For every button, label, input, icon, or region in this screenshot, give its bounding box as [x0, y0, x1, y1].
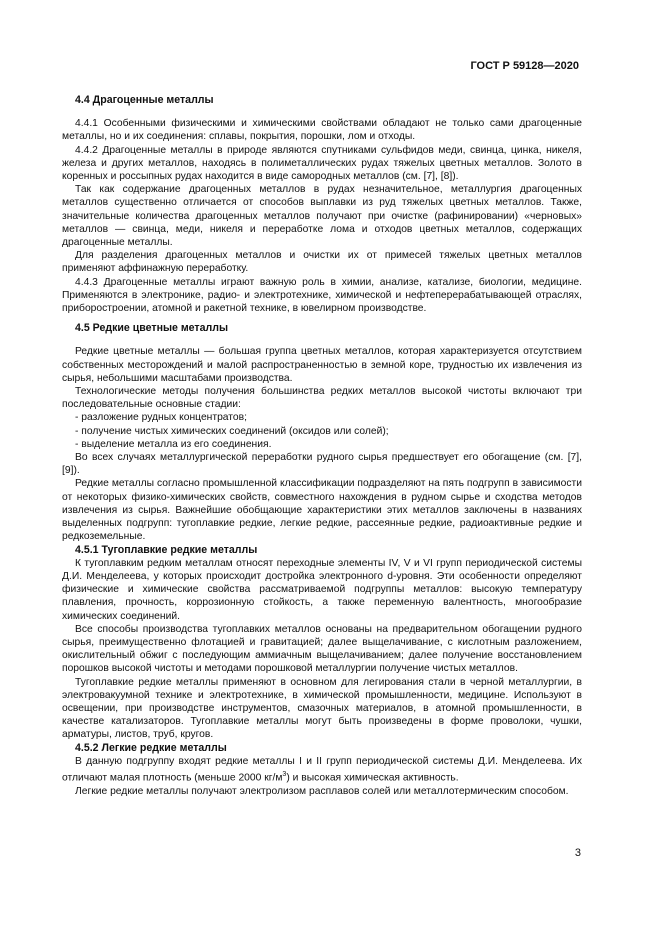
page-number: 3 — [574, 847, 581, 859]
paragraph: Тугоплавкие редкие металлы применяют в основном для легирования стали в черной металлургии, в электровакуумной технике и электротехнике, в химической промышленности, медицине. Используют в освещении, при производстве инструментов, смазочных материалов, в атомной промышленности, в качестве катализаторов. Тугоплавкие металлы могут быть произведены в форме проволоки, чушки, арматуры, листов, труб, кругов. — [62, 676, 582, 741]
paragraph — [62, 755, 582, 785]
paragraph: Редкие металлы согласно промышленной классификации подразделяют на пять подгрупп в зависимости от некоторых физико-химических свойств, совместного нахождения в рудном сырье и сходства методов извлечения из сырья. Важнейшие обобщающие характеристики этих металлов заключены в названиях выделенных подгрупп: тугоплавкие редкие, легкие редкие, рассеянные редкие, радиоактивные редкие и редкоземельные. — [62, 478, 582, 543]
paragraph: Так как содержание драгоценных металлов в рудах незначительное, металлургия драгоценных металлов существенно отличается от способов выплавки из руд тяжелых цветных металлов. Также, значительные количества драгоценных металлов получают при очистке (рафинировании) «черновых» металлов — свинца, меди, никеля и переработке лома и отходов цветных металлов, содержащих драгоценные металлы. — [62, 184, 582, 249]
list-item: - разложение рудных концентратов; — [75, 412, 247, 424]
section-heading-4-4: 4.4 Драгоценные металлы — [75, 94, 214, 106]
subsection-heading-4-5-2: 4.5.2 Легкие редкие металлы — [75, 741, 227, 754]
paragraph: 4.4.3 Драгоценные металлы играют важную роль в химии, анализе, катализе, биологии, медицине. Применяются в электронике, радио- и электротехнике, химической и нефтеперерабатывающей отраслях, приборостроении, атомной и ракетной технике, в ювелирном производстве. — [62, 276, 582, 315]
paragraph: Во всех случаях металлургической переработки рудного сырья предшествует его обогащение (см. [7], [9]). — [62, 452, 582, 477]
paragraph: Для разделения драгоценных металлов и очистки их от примесей тяжелых цветных металлов применяют аффинажную переработку. — [62, 250, 582, 275]
paragraph: 4.4.1 Особенными физическими и химическими свойствами обладают не только сами драгоценные металлы, но и их соединения: сплавы, покрытия, порошки, лом и отходы. — [62, 118, 582, 143]
paragraph: 4.4.2 Драгоценные металлы в природе являются спутниками сульфидов меди, свинца, цинка, никеля, железа и других металлов, находясь в полиметаллических рудах тяжелых цветных металлов. Золото в коренных и россыпных рудах находится в виде самородных металлов (см. [7], [8]). — [62, 144, 582, 183]
text-run: В данную подгруппу входят редкие металлы I и II групп периодической системы Д.И. Менделеева. Их отличают малая плотность (меньше 2000 кг/м — [62, 755, 582, 784]
list-item: - получение чистых химических соединений (оксидов или солей); — [75, 425, 389, 437]
subsection-heading-4-5-1: 4.5.1 Тугоплавкие редкие металлы — [75, 543, 258, 556]
superscript: 3 — [282, 770, 287, 778]
paragraph: К тугоплавким редким металлам относят переходные элементы IV, V и VI групп периодической системы Д.И. Менделеева, у которых происходит достройка электронного d-уровня. Эти особенности определяют физические и химические свойства рассматриваемой подгруппы металлов: высокую температуру плавления, прочность, коррозионную стойкость, а также переменную валентность, многообразие химических соединений. — [62, 557, 582, 622]
text-run: ) и высокая химическая активность. — [286, 772, 459, 784]
paragraph: Редкие цветные металлы — большая группа цветных металлов, которая характеризуется отсутствием собственных месторождений и малой распространенностью в земной коре, трудностью их извлечения из сырья, небольшими масштабами производства. — [62, 346, 582, 384]
list-item: - выделение металла из его соединения. — [75, 438, 272, 450]
paragraph: Технологические методы получения большинства редких металлов высокой чистоты включают три последовательные основные стадии: — [62, 386, 582, 411]
section-heading-4-5: 4.5 Редкие цветные металлы — [75, 322, 229, 335]
document-body — [62, 94, 582, 798]
standard-designation: ГОСТ Р 59128—2020 — [470, 60, 579, 72]
paragraph: Легкие редкие металлы получают электролизом расплавов солей или металлотермическим способом. — [75, 785, 569, 797]
paragraph: Все способы производства тугоплавких металлов основаны на предварительном обогащении рудного сырья, преимущественно флотацией и гравитацией; далее выщелачивание, с кислотным разложением, окислительный обжиг с последующим аммиачным выщелачиванием; далее получение восстановлением порошков высокой чистоты и методами порошковой металлургии получение чистых металлов. — [62, 623, 582, 675]
